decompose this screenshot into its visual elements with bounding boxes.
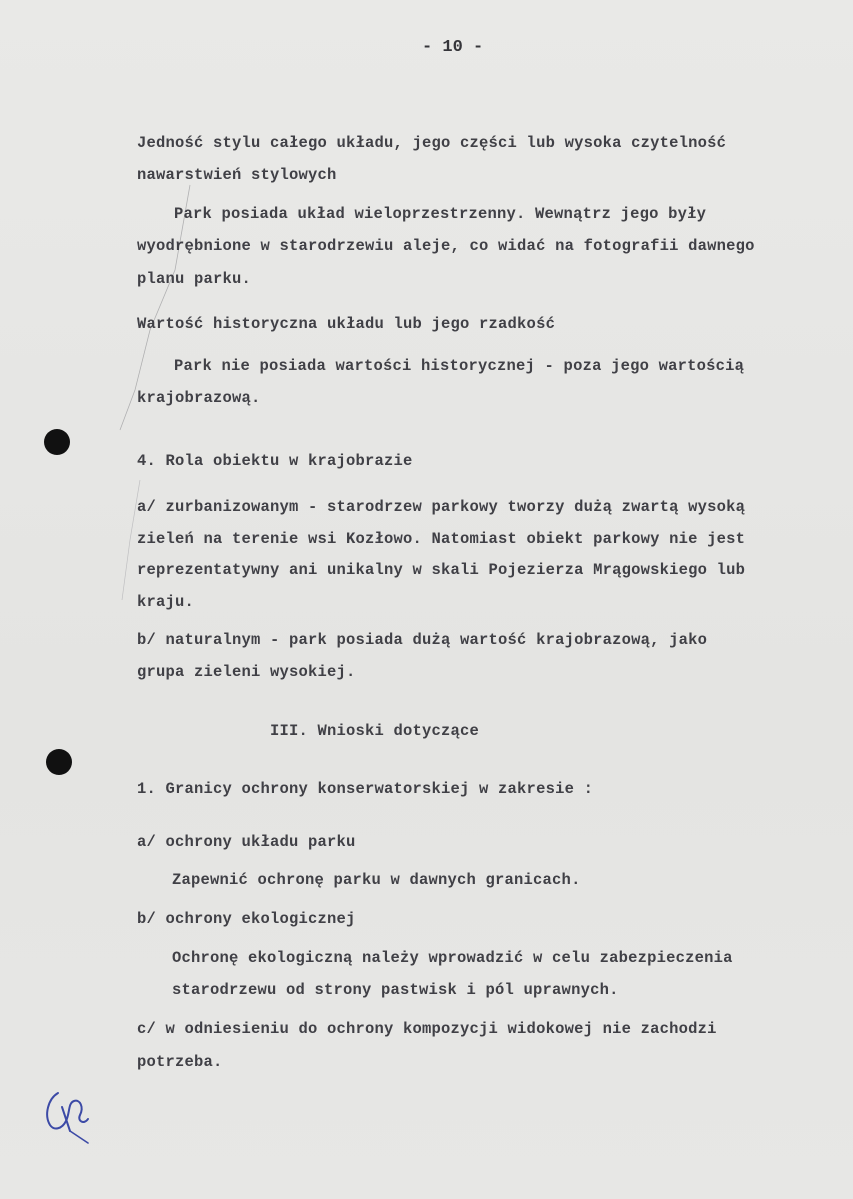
conclusions-c-line-2: potrzeba. bbox=[137, 1053, 223, 1071]
unity-body-line-1: Park posiada układ wieloprzestrzenny. Wewnątrz jego były bbox=[174, 205, 707, 223]
conclusions-a-text: Zapewnić ochronę parku w dawnych granicach. bbox=[172, 871, 581, 889]
conclusions-b-line-1: Ochronę ekologiczną należy wprowadzić w celu zabezpieczenia bbox=[172, 949, 733, 967]
conclusions-c-line-1: c/ w odniesieniu do ochrony kompozycji widokowej nie zachodzi bbox=[137, 1020, 717, 1038]
role-heading: 4. Rola obiektu w krajobrazie bbox=[137, 452, 413, 470]
role-b-line-1: b/ naturalnym - park posiada dużą wartość krajobrazową, jako bbox=[137, 631, 708, 649]
historic-body-line-1: Park nie posiada wartości historycznej - poza jego wartością bbox=[174, 357, 745, 375]
conclusions-b-label: b/ ochrony ekologicznej bbox=[137, 910, 356, 928]
conclusions-a-label: a/ ochrony układu parku bbox=[137, 833, 356, 851]
role-a-line-2: zieleń na terenie wsi Kozłowo. Natomiast obiekt parkowy nie jest bbox=[137, 530, 746, 548]
role-a-line-1: a/ zurbanizowanym - starodrzew parkowy tworzy dużą zwartą wysoką bbox=[137, 498, 746, 516]
punch-hole bbox=[46, 749, 72, 775]
punch-hole bbox=[44, 429, 70, 455]
conclusions-b-line-2: starodrzewu od strony pastwisk i pól uprawnych. bbox=[172, 981, 619, 999]
role-a-line-4: kraju. bbox=[137, 593, 195, 611]
role-b-line-2: grupa zieleni wysokiej. bbox=[137, 663, 356, 681]
unity-heading-line-1: Jedność stylu całego układu, jego części lub wysoka czytelność bbox=[137, 134, 727, 152]
conclusions-item-1: 1. Granicy ochrony konserwatorskiej w zakresie : bbox=[137, 780, 594, 798]
unity-body-line-3: planu parku. bbox=[137, 270, 252, 288]
page-number: - 10 - bbox=[422, 38, 484, 57]
unity-body-line-2: wyodrębnione w starodrzewiu aleje, co widać na fotografii dawnego bbox=[137, 237, 755, 255]
handwritten-mark-icon bbox=[40, 1085, 100, 1145]
historic-heading: Wartość historyczna układu lub jego rzadkość bbox=[137, 315, 556, 333]
role-a-line-3: reprezentatywny ani unikalny w skali Pojezierza Mrągowskiego lub bbox=[137, 561, 746, 579]
historic-body-line-2: krajobrazową. bbox=[137, 389, 261, 407]
conclusions-heading: III. Wnioski dotyczące bbox=[270, 722, 480, 740]
unity-heading-line-2: nawarstwień stylowych bbox=[137, 166, 337, 184]
